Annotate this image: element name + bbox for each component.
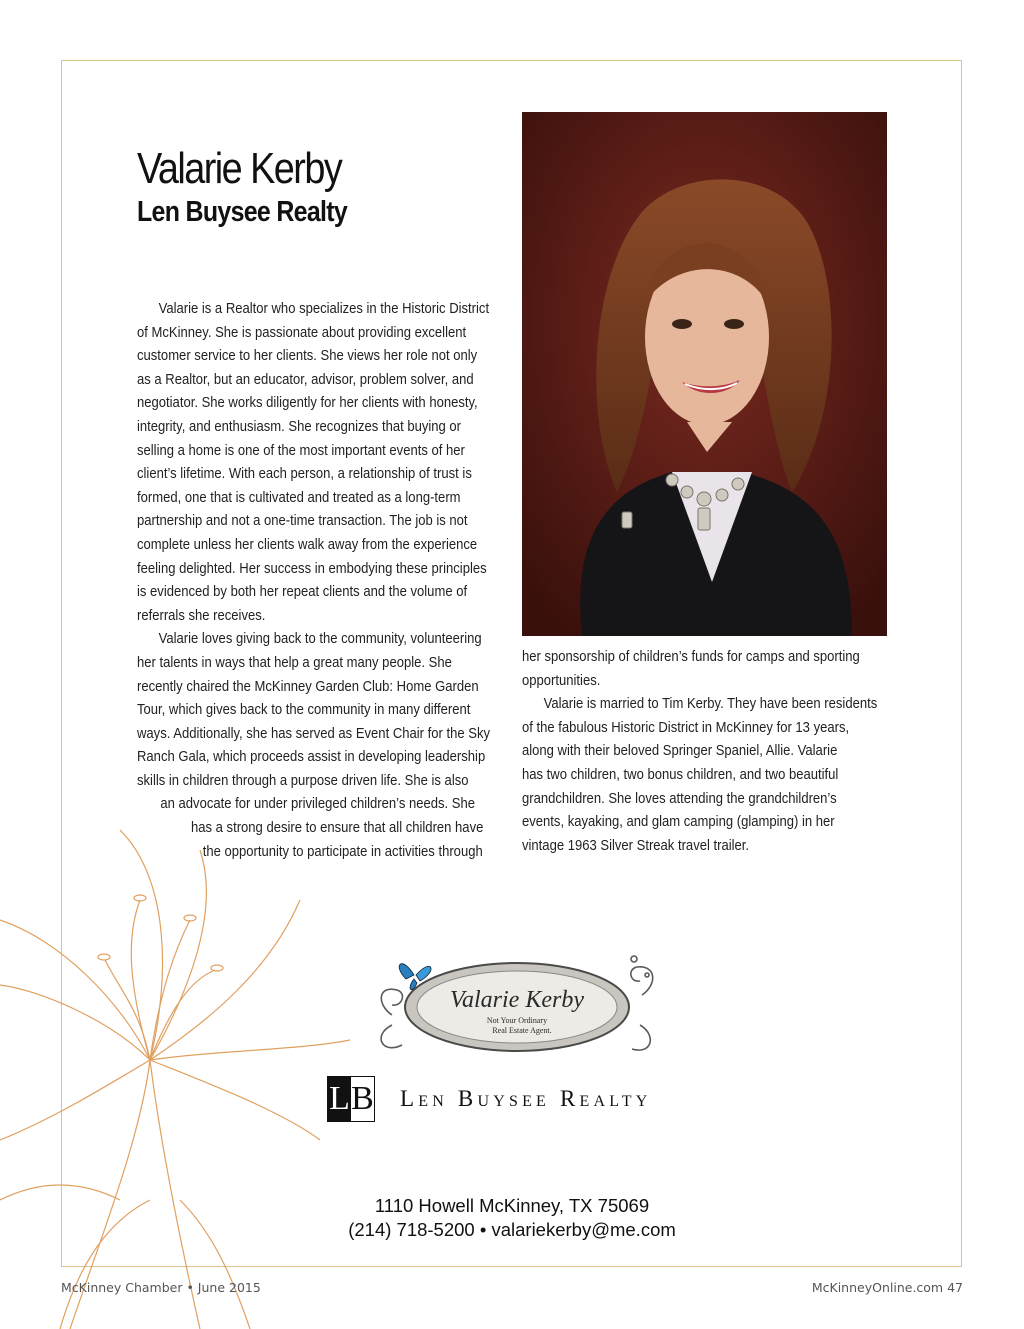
agent-name: Valarie Kerby (137, 144, 342, 193)
bio-line: the opportunity to participate in activities through (202, 843, 483, 860)
phone-email: (214) 718-5200 • valariekerby@me.com (348, 1219, 676, 1240)
len-buysee-logo-mark (327, 1076, 375, 1122)
bio-line: Valarie is a Realtor who specializes in the Historic District (158, 301, 490, 317)
bio-line: skills in children through a purpose driven life. She is also (137, 772, 469, 789)
bio-line: referrals she receives. (137, 607, 266, 624)
valarie-kerby-logo (372, 945, 662, 1065)
bio-line: opportunities. (522, 672, 601, 689)
bio-line: feeling delighted. Her success in embodying these principles (137, 560, 487, 577)
logo-letter-l: L (328, 1077, 351, 1121)
logo-tagline-2: Real Estate Agent. (492, 1026, 552, 1035)
bio-line: events, kayaking, and glam camping (glamping) in her (522, 814, 835, 831)
brokerage-name: Len Buysee Realty (400, 1086, 652, 1111)
logo-letter-b: B (351, 1077, 374, 1121)
bio-line: customer service to her clients. She views her role not only (137, 348, 478, 365)
bio-line: has a strong desire to ensure that all children have (191, 820, 484, 837)
footer-page-number: McKinneyOnline.com 47 (811, 1280, 963, 1295)
bio-line: partnership and not a one-time transaction. The job is not (137, 513, 468, 530)
logo-tagline-1: Not Your Ordinary (486, 1016, 548, 1025)
bio-line: client’s lifetime. With each person, a relationship of trust is (137, 466, 472, 483)
bio-line: an advocate for under privileged children’s needs. She (160, 796, 476, 813)
address: 1110 Howell McKinney, TX 75069 (374, 1195, 650, 1216)
bio-line: Valarie loves giving back to the community, volunteering (158, 631, 482, 648)
bio-line: as a Realtor, but an educator, advisor, problem solver, and (137, 371, 474, 388)
bio-line: Valarie is married to Tim Kerby. They have been residents (543, 696, 878, 713)
bio-line: is evidenced by both her repeat clients and the volume of (137, 584, 468, 601)
bio-line: complete unless her clients walk away from the experience (137, 536, 478, 553)
bio-line: of the fabulous Historic District in McKinney for 13 years, (522, 719, 850, 736)
footer-publication: McKinney Chamber • June 2015 (61, 1280, 261, 1295)
agent-portrait-photo (522, 112, 887, 636)
bio-line: grandchildren. She loves attending the grandchildren’s (522, 790, 837, 807)
bio-line: her sponsorship of children’s funds for camps and sporting (522, 649, 860, 665)
bio-left-column (137, 298, 501, 864)
bio-line: recently chaired the McKinney Garden Club: Home Garden (137, 678, 479, 695)
bio-line: negotiator. She works diligently for her clients with honesty, (137, 395, 478, 412)
bio-right-column (522, 646, 887, 858)
bio-line: has two children, two bonus children, and two beautiful (522, 766, 839, 783)
company-name: Len Buysee Realty (137, 196, 348, 228)
bio-line: along with their beloved Springer Spaniel, Allie. Valarie (522, 743, 838, 760)
logo-script-name: Valarie Kerby (450, 987, 584, 1013)
bio-line: ways. Additionally, she has served as Event Chair for the Sky (137, 725, 491, 742)
bio-line: selling a home is one of the most important events of her (137, 442, 465, 459)
bio-line: formed, one that is cultivated and treated as a long-term (137, 489, 461, 506)
bio-line: of McKinney. She is passionate about providing excellent (137, 324, 467, 341)
bio-line: Tour, which gives back to the community in many different (137, 702, 471, 719)
lily-illustration (0, 820, 360, 1329)
bio-line: Ranch Gala, which proceeds assist in developing leadership (137, 749, 486, 766)
bio-line: integrity, and enthusiasm. She recognizes that buying or (137, 418, 462, 435)
bio-line: her talents in ways that help a great many people. She (137, 654, 452, 671)
bio-line: vintage 1963 Silver Streak travel trailer. (522, 837, 750, 854)
